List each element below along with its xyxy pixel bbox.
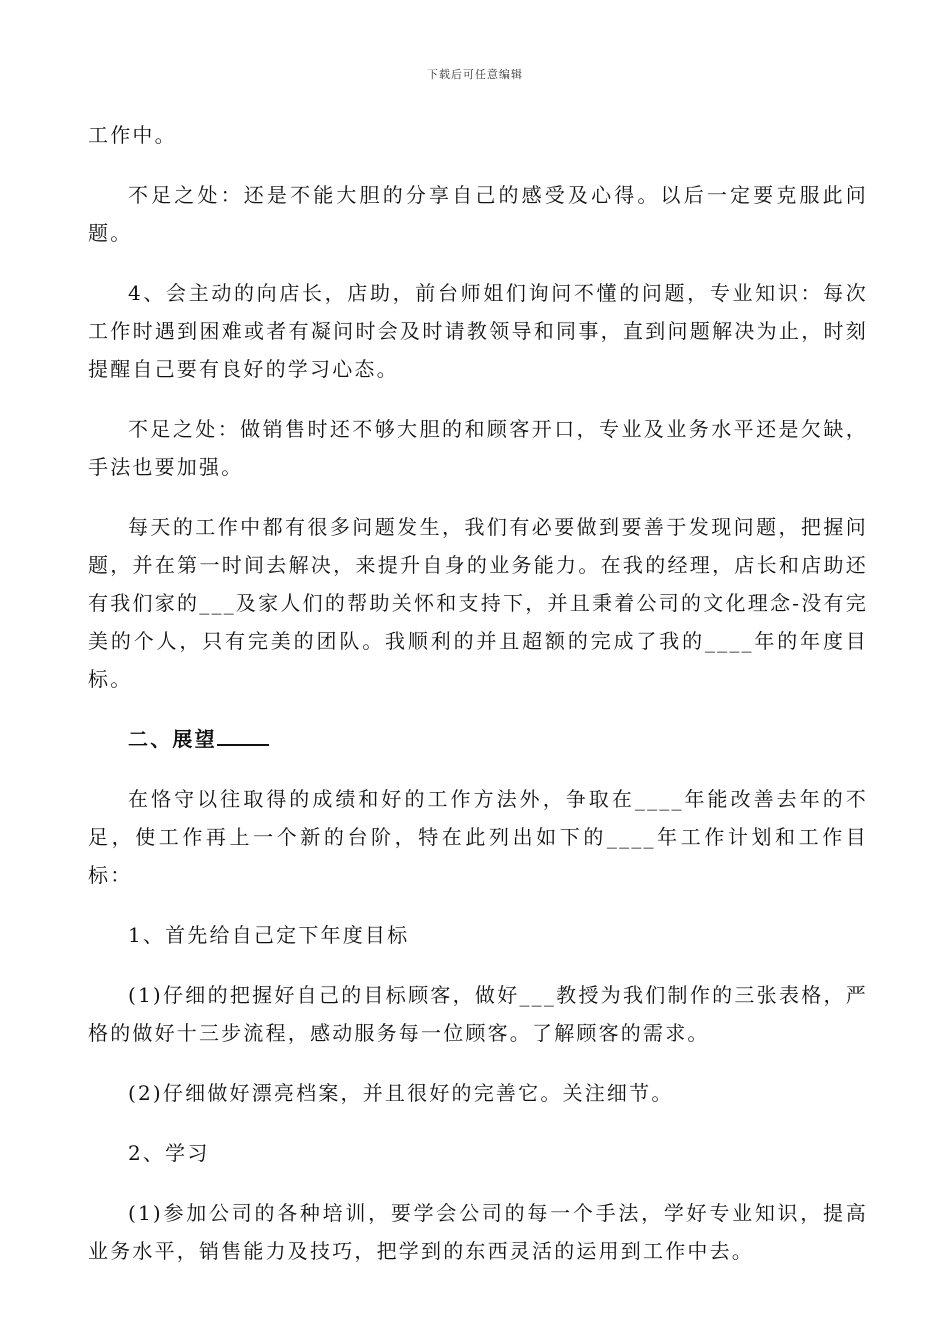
document-body [88,116,868,1292]
paragraph: 1、首先给自己定下年度目标 [128,923,410,947]
blank-underline [217,722,269,746]
section-heading-text: 二、展望 [128,727,217,751]
paragraph: 2、学习 [128,1141,210,1165]
paragraph: 工作中。 [88,123,177,147]
paragraph: (2)仔细做好漂亮档案，并且很好的完善它。关注细节。 [128,1081,674,1105]
paragraph: 不足之处：做销售时还不够大胆的和顾客开口，专业及业务水平还是欠缺，手法也要加强。 [88,417,868,479]
paragraph: 每天的工作中都有很多问题发生，我们有必要做到要善于发现问题，把握问题，并在第一时间去解决，来提升自身的业务能力。在我的经理，店长和店助还有我们家的___及家人们的帮助关怀和支持下，并且秉着公司的文化理念-没有完美的个人，只有完美的团队。我顺利的并且超额的完成了我的____年的年度目标。 [88,515,868,691]
paragraph: 在恪守以往取得的成绩和好的工作方法外，争取在____年能改善去年的不足，使工作再上一个新的台阶，特在此列出如下的____年工作计划和工作目标： [88,787,868,887]
paragraph: 不足之处：还是不能大胆的分享自己的感受及心得。以后一定要克服此问题。 [88,183,868,245]
paragraph: (1)参加公司的各种培训，要学会公司的每一个手法，学好专业知识，提高业务水平，销售能力及技巧，把学到的东西灵活的运用到工作中去。 [88,1201,868,1263]
paragraph: 4、会主动的向店长，店助，前台师姐们询问不懂的问题，专业知识：每次工作时遇到困难或者有凝问时会及时请教领导和同事，直到问题解决为止，时刻提醒自己要有良好的学习心态。 [88,281,868,381]
paragraph: (1)仔细的把握好自己的目标顾客，做好___教授为我们制作的三张表格，严格的做好十三步流程，感动服务每一位顾客。了解顾客的需求。 [88,983,868,1045]
page-header: 下载后可任意编辑 [427,68,523,81]
section-heading [88,720,868,758]
